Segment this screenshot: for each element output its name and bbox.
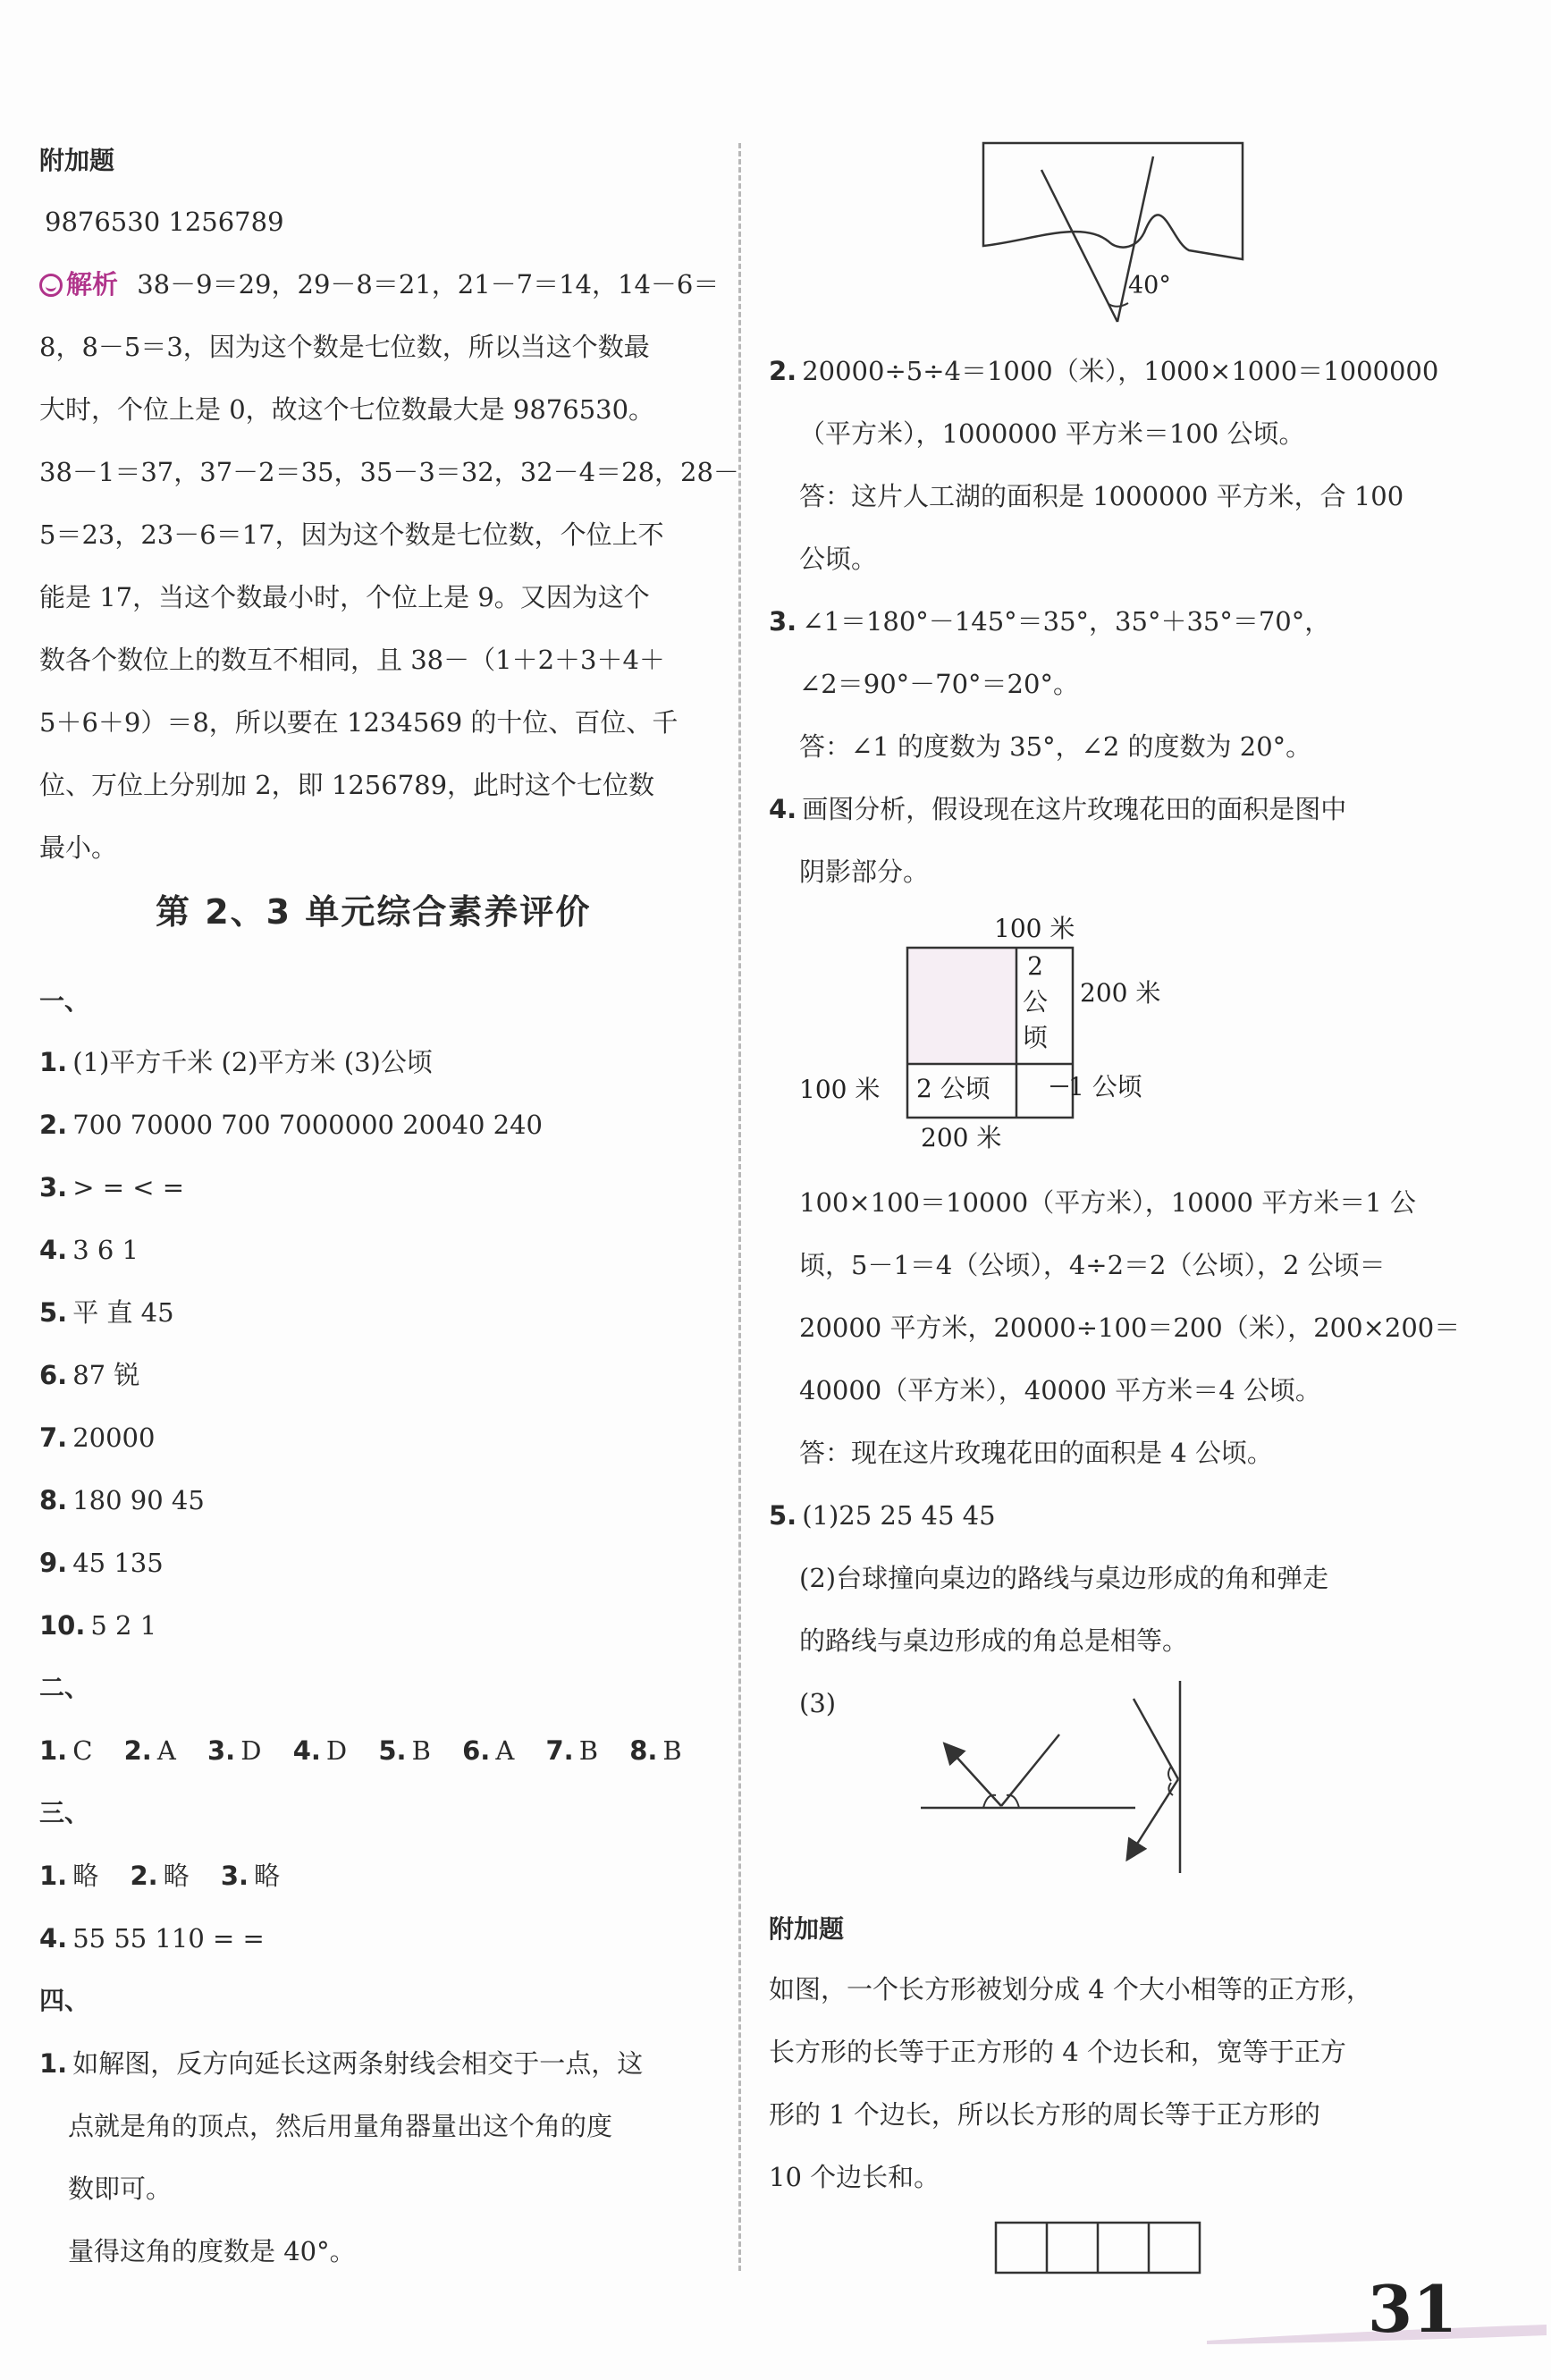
section-2: 二、 xyxy=(39,1673,90,1702)
item-1-2: 2. 700 70000 700 7000000 20040 240 xyxy=(39,1110,544,1140)
fujia-answer: 9876530 1256789 xyxy=(45,207,284,237)
label-right: 200 米 xyxy=(1080,978,1161,1008)
fujia-title-right: 附加题 xyxy=(769,1914,845,1944)
q2-line: 答：这片人工湖的面积是 1000000 平方米，合 100 xyxy=(799,481,1404,511)
shaded-area xyxy=(907,948,1016,1064)
label-left: 100 米 xyxy=(799,1075,881,1104)
q4-calc: 100×100＝10000（平方米），10000 平方米＝1 公 xyxy=(799,1187,1416,1218)
q5-line: (2)台球撞向桌边的路线与桌边形成的角和弹走 xyxy=(799,1563,1329,1593)
jiexi-icon xyxy=(39,274,63,297)
q5: 5. (1)25 25 45 45 xyxy=(769,1500,996,1531)
label-2gq: 2 公顷 xyxy=(916,1074,990,1103)
item-1-5: 5. 平 直 45 xyxy=(39,1297,174,1328)
q3-line: ∠2＝90°－70°＝20°。 xyxy=(799,669,1079,699)
q2: 2. 20000÷5÷4＝1000（米），1000×1000＝1000000 xyxy=(769,356,1439,386)
angle-diagram xyxy=(974,134,1260,331)
vert-2: 2 xyxy=(1027,951,1043,981)
angle-label: 40° xyxy=(1128,272,1171,300)
jiexi-line: 数各个数位上的数互不相同，且 38－（1＋2＋3＋4＋ xyxy=(39,645,665,675)
unit-title: 第 2、3 单元综合素养评价 xyxy=(156,892,592,932)
jiexi-label: 解析 xyxy=(66,269,119,300)
vert-qing: 顷 xyxy=(1022,1023,1049,1052)
item-1-4: 4. 3 6 1 xyxy=(39,1235,139,1265)
jiexi-text: 38－9＝29，29－8＝21，21－7＝14，14－6＝ xyxy=(137,269,720,300)
q5-line: 的路线与桌边形成的角总是相等。 xyxy=(799,1625,1189,1656)
angle-arc xyxy=(1108,303,1128,307)
section-3: 三、 xyxy=(39,1798,90,1827)
reflected-path xyxy=(946,1745,1001,1806)
item-4-1-line: 数即可。 xyxy=(68,2173,173,2204)
label-bottom: 200 米 xyxy=(921,1123,1002,1152)
jiexi-line: 8，8－5＝3，因为这个数是七位数，所以当这个数最 xyxy=(39,332,650,362)
ray-left xyxy=(1041,170,1117,322)
item-1-1: 1. (1)平方千米 (2)平方米 (3)公顷 xyxy=(39,1047,433,1077)
item-4-1: 1. 如解图，反方向延长这两条射线会相交于一点，这 xyxy=(39,2048,644,2079)
item-1-10: 10. 5 2 1 xyxy=(39,1610,157,1641)
column-divider xyxy=(738,143,741,2271)
q4-calc: 顷，5－1＝4（公顷），4÷2＝2（公顷），2 公顷＝ xyxy=(799,1250,1386,1280)
arc-v-top xyxy=(1168,1767,1171,1781)
jiexi-line: 5＝23，23－6＝17，因为这个数是七位数，个位上不 xyxy=(39,519,664,550)
item-1-7: 7. 20000 xyxy=(39,1422,156,1453)
item-1-3: 3. > = < = xyxy=(39,1172,185,1203)
fujia-title-left: 附加题 xyxy=(39,146,115,175)
jiexi-line-0 xyxy=(39,266,719,302)
item-1-9: 9. 45 135 xyxy=(39,1548,164,1578)
page-number: 31 xyxy=(1368,2271,1458,2347)
item-1-8: 8. 180 90 45 xyxy=(39,1485,205,1515)
jiexi-line: 能是 17，当这个数最小时，个位上是 9。又因为这个 xyxy=(39,582,650,612)
q5-line: (3) xyxy=(799,1688,837,1718)
q4-calc: 20000 平方米，20000÷100＝200（米），200×200＝ xyxy=(799,1312,1461,1343)
jiexi-line: 5＋6＋9）＝8，所以要在 1234569 的十位、百位、千 xyxy=(39,707,679,738)
label-top: 100 米 xyxy=(994,914,1075,943)
item-1-6: 6. 87 锐 xyxy=(39,1360,140,1390)
jiexi-line: 位、万位上分别加 2，即 1256789，此时这个七位数 xyxy=(39,770,655,800)
fujia-line: 形的 1 个边长，所以长方形的周长等于正方形的 xyxy=(769,2099,1320,2130)
items-2-row: 1. C 2. A 3. D 4. D 5. B 6. A 7. B 8. B xyxy=(39,1735,682,1766)
q3-line: 答：∠1 的度数为 35°，∠2 的度数为 20°。 xyxy=(799,731,1312,762)
item-4-1-line: 量得这角的度数是 40°。 xyxy=(68,2236,356,2266)
jiexi-line: 大时，个位上是 0，故这个七位数最大是 9876530。 xyxy=(39,394,655,425)
q2-line: （平方米），1000000 平方米＝100 公顷。 xyxy=(799,418,1305,449)
item-3-4: 4. 55 55 110 = = xyxy=(39,1923,265,1954)
jiexi-line: 38－1＝37，37－2＝35，35－3＝32，32－4＝28，28－ xyxy=(39,457,739,487)
q4-calc: 40000（平方米），40000 平方米＝4 公顷。 xyxy=(799,1375,1321,1405)
section-4: 四、 xyxy=(39,1986,90,2015)
fujia-line: 如图，一个长方形被划分成 4 个大小相等的正方形， xyxy=(769,1974,1372,2004)
q4: 4. 画图分析，假设现在这片玫瑰花田的面积是图中 xyxy=(769,794,1347,824)
jiexi-line: 最小。 xyxy=(39,832,118,863)
area-diagram xyxy=(796,912,1207,1153)
squares-diagram xyxy=(992,2217,1207,2280)
reflection-diagram xyxy=(921,1681,1207,1878)
q2-line: 公顷。 xyxy=(799,544,878,574)
q3: 3. ∠1＝180°－145°＝35°，35°＋35°＝70°， xyxy=(769,606,1331,637)
items-3-row: 1. 略 2. 略 3. 略 xyxy=(39,1861,281,1891)
label-1gq: 1 公顷 xyxy=(1068,1072,1142,1101)
reflected-path-2 xyxy=(1128,1779,1178,1858)
fujia-line: 长方形的长等于正方形的 4 个边长和，宽等于正方 xyxy=(769,2037,1346,2067)
q4-answer: 答：现在这片玫瑰花田的面积是 4 公顷。 xyxy=(799,1438,1273,1468)
fujia-line: 10 个边长和。 xyxy=(769,2162,940,2192)
paper-outline xyxy=(983,143,1243,259)
item-4-1-line: 点就是角的顶点，然后用量角器量出这个角的度 xyxy=(68,2111,613,2141)
q4-line: 阴影部分。 xyxy=(799,857,930,887)
vert-gong: 公 xyxy=(1022,987,1049,1017)
section-1: 一、 xyxy=(39,986,90,1016)
